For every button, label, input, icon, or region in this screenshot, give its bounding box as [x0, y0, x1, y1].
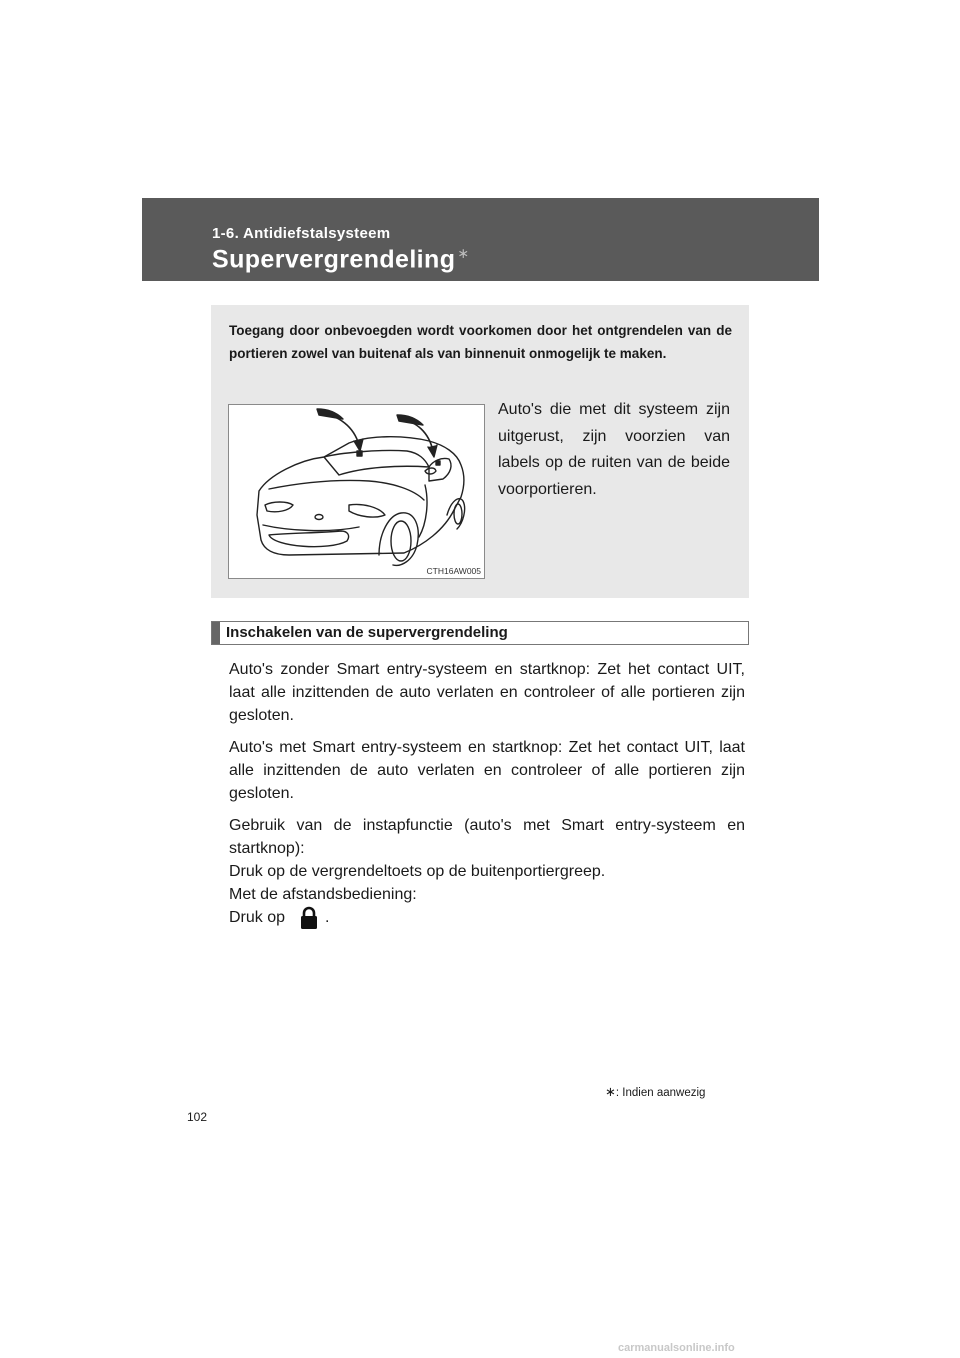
page-title-text: Supervergrendeling: [212, 245, 456, 274]
entry-function-line: Gebruik van de instapfunctie (auto's met Smart entry-systeem en startknop):: [229, 817, 745, 857]
chapter-header: [142, 198, 819, 281]
heading-bar: [212, 622, 220, 644]
press-lock-prefix: Druk op: [229, 909, 286, 927]
car-with-label-arrows-icon: [229, 405, 484, 578]
paragraph-entry-function: [229, 814, 745, 930]
paragraph-with-smart-entry: Auto's met Smart entry-systeem en startknop: Zet het contact UIT, laat alle inzittenden de auto verlaten en controleer of alle portieren zijn gesloten.: [229, 739, 745, 802]
paragraph-without-smart-entry: Auto's zonder Smart entry-systeem en startknop: Zet het contact UIT, laat alle inzittenden de auto verlaten en controleer of alle portieren zijn gesloten.: [229, 661, 745, 724]
section-heading-text: Inschakelen van de supervergrendeling: [226, 624, 508, 641]
intro-box: [211, 305, 749, 598]
figure-code: CTH16AW005: [426, 566, 481, 576]
intro-text: Toegang door onbevoegden wordt voorkomen door het ontgrendelen van de portieren zowel van buitenaf als van binnenuit onmogelijk te maken.: [229, 323, 732, 361]
footnote: [605, 1084, 705, 1100]
press-lock-button-line: Druk op de vergrendeltoets op de buitenportiergreep.: [229, 863, 606, 880]
section-label: 1-6. Antidiefstalsysteem: [212, 225, 391, 242]
press-lock-line: [229, 906, 745, 930]
availability-marker: ∗: [457, 245, 470, 261]
footnote-marker: ∗: [605, 1084, 616, 1099]
figure-caption: Auto's die met dit systeem zijn uitgerust, zijn voorzien van labels op de ruiten van de beide voorportieren.: [498, 401, 730, 498]
remote-control-line: Met de afstandsbediening:: [229, 886, 417, 903]
section-heading: [211, 621, 749, 645]
section-body: [229, 658, 745, 939]
watermark: carmanualsonline.info: [618, 1342, 735, 1354]
press-lock-suffix: .: [325, 909, 330, 927]
page-number: 102: [187, 1110, 208, 1124]
footnote-text: : Indien aanwezig: [615, 1087, 706, 1099]
lock-icon: [299, 906, 319, 930]
car-illustration: [228, 404, 485, 579]
page-title: [212, 245, 470, 274]
